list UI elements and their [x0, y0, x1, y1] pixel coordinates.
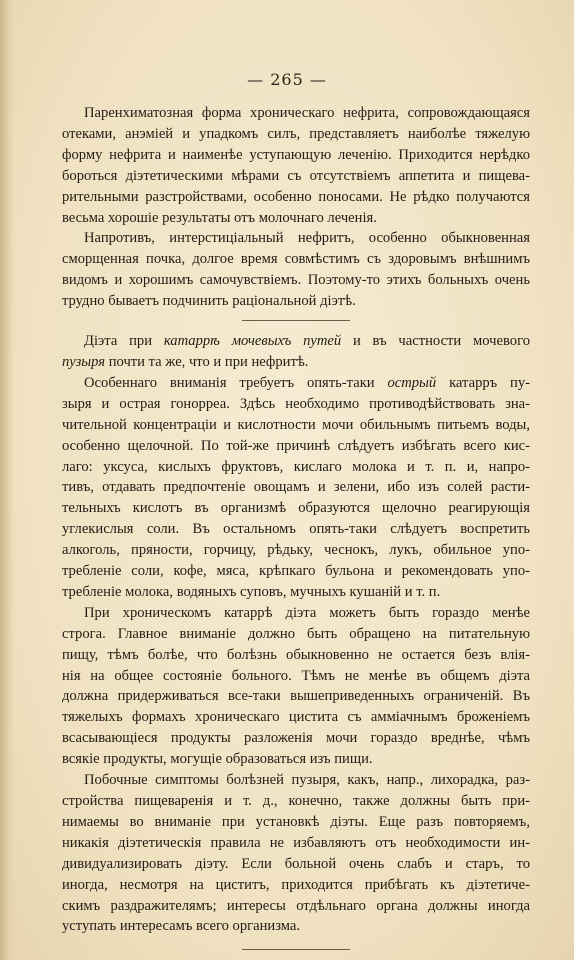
- text-line: нія на общее состояніе больного. Тѣмъ не менѣе въ общемъ діэта: [62, 667, 530, 684]
- text-line: [62, 373, 530, 394]
- text-line: видомъ и хорошимъ самочувствіемъ. Поэтому-то этихъ больныхъ очень: [62, 272, 530, 289]
- text-line: иногда, несмотря на циститъ, приходится прибѣгать къ діэтетиче-: [62, 876, 530, 893]
- text-line: дивидуализировать діэту. Если больной очень слабъ и старъ, то: [62, 855, 530, 872]
- paragraph-chronic-catarrh: [62, 603, 530, 770]
- text-line: тяжелыхъ формахъ хроническаго цистита съ амміачнымъ броженіемъ: [62, 709, 530, 726]
- text-line: особенно щелочной. По той-же причинѣ слѣдуетъ избѣгать всего кис-: [62, 437, 530, 454]
- text-line: [62, 352, 530, 373]
- text-line: стройства пищеваренія и т. д., конечно, также должны быть при-: [62, 793, 530, 809]
- text-line: уступать интересамъ всего организма.: [62, 918, 301, 935]
- text-line: тивъ, отдавать предпочтеніе овощамъ и зелени, ибо изъ солей расти-: [62, 479, 530, 496]
- text-line: никакія діэтетическія правила не избавляютъ отъ необходимости ин-: [62, 834, 530, 851]
- text-line: отеками, анэміей и упадкомъ силъ, представляетъ наиболѣе тяжелую: [62, 125, 530, 142]
- text-run: и въ частности мочевого: [341, 333, 530, 350]
- emphasis-text: пузыря: [62, 353, 106, 370]
- page-body: [62, 103, 530, 960]
- paragraph-urinary-catarrh: [62, 331, 530, 373]
- text-line: весьма хорошіе результаты отъ молочнаго леченія.: [62, 209, 377, 226]
- text-run: Особеннаго вниманія требуетъ опять-таки: [84, 374, 388, 391]
- text-line: строга. Главное вниманіе должно быть обращено на питательную: [62, 625, 530, 642]
- paragraph-parenchymatous-nephritis: [62, 103, 530, 228]
- text-line: трудно бываетъ подчинить раціональной діэтѣ.: [62, 293, 356, 310]
- text-line: Напротивъ, интерстиціальный нефритъ, особенно обыкновенная: [84, 230, 530, 247]
- text-line: должна придерживаться все-таки вышеприведенныхъ ограниченій. Въ: [62, 688, 530, 705]
- text-line: Паренхиматозная форма хроническаго нефрита, сопровождающаяся: [84, 105, 530, 121]
- text-line: При хроническомъ катаррѣ діэта можетъ быть гораздо менѣе: [84, 604, 530, 621]
- text-run: Діэта при: [84, 333, 164, 350]
- text-line: тельныхъ кислотъ въ организмѣ образуются щелочно реагирующія: [62, 500, 530, 517]
- text-line: чительной концентраціи и кислотности мочи обильнымъ питьемъ воды,: [62, 416, 530, 433]
- text-run: катарръ пу-: [436, 374, 531, 391]
- text-line: скимъ раздражителямъ; интересы отдѣльнаго органа должны иногда: [62, 897, 530, 914]
- text-line: зыря и острая гонорреа. Здѣсь необходимо противодѣйствовать зна-: [62, 395, 530, 412]
- emphasis-text: острый: [387, 374, 437, 391]
- text-line: всасывающіеся продукты разложенія мочи гораздо вреднѣе, чѣмъ: [62, 730, 530, 747]
- text-line: [62, 331, 530, 352]
- page-number: — 265 —: [247, 70, 327, 89]
- paragraph-acute-catarrh: [62, 373, 530, 603]
- text-line: форму нефрита и наименѣе уступающую леченію. Приходится нерѣдко: [62, 146, 530, 163]
- text-line: рительными разстройствами, особенно поносами. Не рѣдко получаются: [62, 188, 530, 205]
- text-line: требленіе молока, водяныхъ суповъ, мучныхъ кушаній и т. п.: [62, 583, 441, 600]
- page-spine-shadow: [0, 0, 14, 960]
- text-run: почти та же, что и при нефритѣ.: [105, 353, 309, 370]
- text-line: алкоголь, пряности, горчицу, рѣдьку, чеснокъ, лукъ, обильное упо-: [62, 542, 530, 559]
- paragraph-side-symptoms: [62, 770, 530, 937]
- text-line: всякіе продукты, могущіе образоваться изъ пищи.: [62, 751, 373, 768]
- text-line: бороться діэтетическими мѣрами съ отсутствіемъ аппетита и пищева-: [62, 167, 530, 184]
- text-line: Побочные симптомы болѣзней пузыря, какъ, напр., лихорадка, раз-: [84, 772, 530, 789]
- text-line: сморщенная почка, долгое время совмѣстимъ съ здоровымъ внѣшнимъ: [62, 251, 530, 268]
- text-line: углекислыя соли. Въ остальномъ опять-таки слѣдуетъ воспретить: [62, 521, 530, 538]
- text-line: требленіе соли, кофе, мяса, крѣпкаго бульона и рекомендовать упо-: [62, 563, 530, 580]
- text-line: лаго: уксуса, кислыхъ фруктовъ, кислаго молока и т. п. и, напро-: [62, 458, 530, 475]
- emphasis-text: катаррѣ мочевыхъ путей: [163, 333, 342, 350]
- end-divider: [242, 949, 350, 950]
- text-line: пищу, тѣмъ болѣе, что болѣзнь обыкновенно не остается безъ влія-: [62, 646, 530, 663]
- text-line: нимаемы во вниманіе при установкѣ діэты. Еще разъ повторяемъ,: [62, 813, 530, 830]
- section-divider: [242, 320, 350, 321]
- paragraph-interstitial-nephritis: [62, 228, 530, 312]
